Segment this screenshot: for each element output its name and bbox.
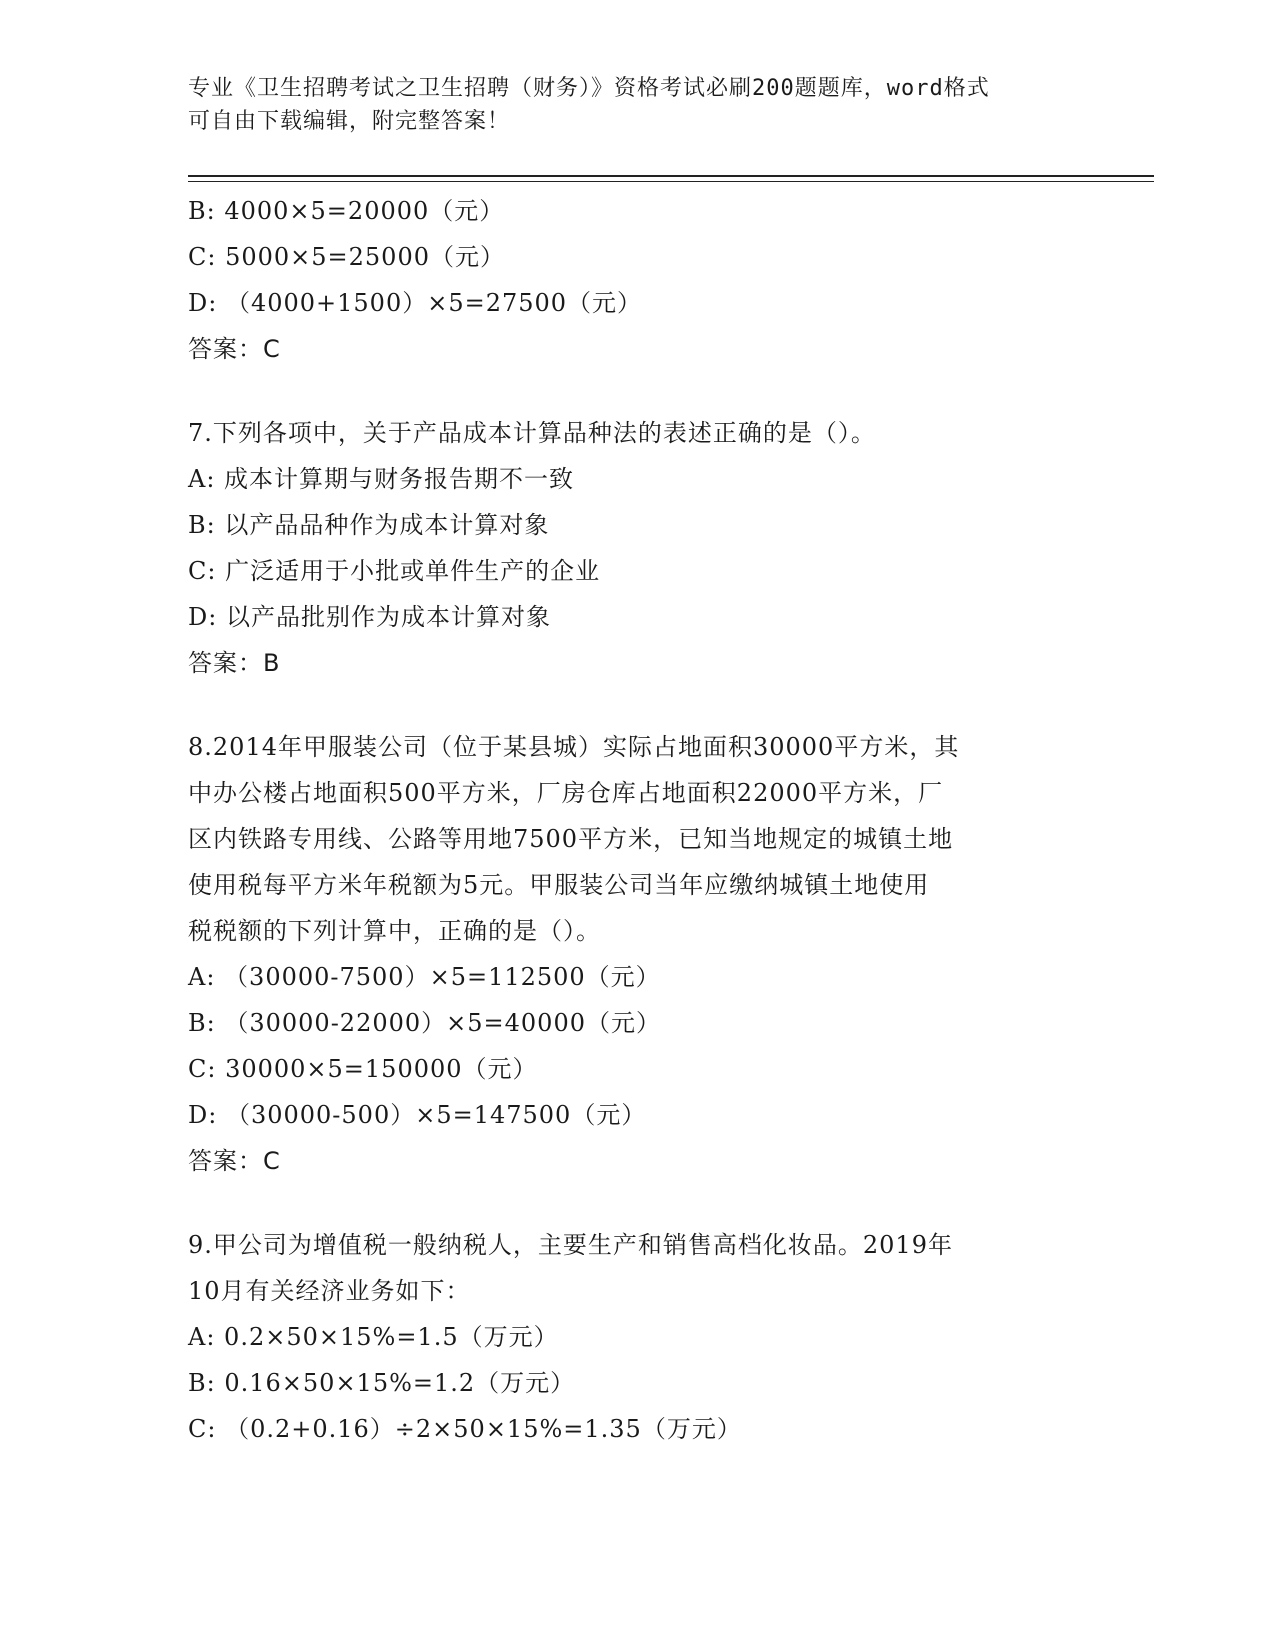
question-8 [188, 724, 1088, 1184]
option-a: A: 成本计算期与财务报告期不一致 [188, 465, 575, 493]
option-b: B: 以产品品种作为成本计算对象 [188, 511, 550, 539]
question-list [188, 188, 1088, 1452]
option-c: C: （0.2+0.16）÷2×50×15%=1.35（万元） [188, 1415, 742, 1443]
question-6 [188, 188, 1088, 372]
option-c: C: 5000×5=25000（元） [188, 243, 505, 271]
option-c: C: 30000×5=150000（元） [188, 1055, 538, 1083]
question-stem-line: 使用税每平方米年税额为5元。甲服装公司当年应缴纳城镇土地使用 [188, 871, 930, 899]
option-d: D: （4000+1500）×5=27500（元） [188, 289, 643, 317]
header-line-2: 可自由下载编辑，附完整答案！ [188, 109, 511, 134]
option-c: C: 广泛适用于小批或单件生产的企业 [188, 557, 601, 585]
option-d: D: 以产品批别作为成本计算对象 [188, 603, 551, 631]
question-9 [188, 1222, 1088, 1452]
question-stem-line: 9.甲公司为增值税一般纳税人，主要生产和销售高档化妆品。2019年 [188, 1231, 953, 1259]
question-stem-line: 8.2014年甲服装公司（位于某县城）实际占地面积30000平方米，其 [188, 733, 960, 761]
option-b: B: （30000-22000）×5=40000（元） [188, 1009, 661, 1037]
header-rule-thick [188, 175, 1154, 177]
option-a: A: 0.2×50×15%=1.5（万元） [188, 1323, 559, 1351]
option-a: A: （30000-7500）×5=112500（元） [188, 963, 661, 991]
option-b: B: 0.16×50×15%=1.2（万元） [188, 1369, 576, 1397]
answer: 答案：C [188, 1147, 281, 1175]
document-header [188, 72, 1068, 138]
question-7 [188, 410, 1088, 686]
question-stem-line: 中办公楼占地面积500平方米，厂房仓库占地面积22000平方米，厂 [188, 779, 944, 807]
answer: 答案：C [188, 335, 281, 363]
option-d: D: （30000-500）×5=147500（元） [188, 1101, 647, 1129]
option-b: B: 4000×5=20000（元） [188, 197, 505, 225]
header-rule-thin [188, 181, 1154, 182]
question-stem-line: 10月有关经济业务如下： [188, 1277, 471, 1305]
question-stem: 7.下列各项中，关于产品成本计算品种法的表述正确的是（）。 [188, 419, 876, 447]
header-line-1: 专业《卫生招聘考试之卫生招聘（财务）》资格考试必刷200题题库，word格式 [188, 76, 990, 101]
answer: 答案：B [188, 649, 281, 677]
question-stem-line: 税税额的下列计算中，正确的是（）。 [188, 917, 601, 945]
question-stem-line: 区内铁路专用线、公路等用地7500平方米，已知当地规定的城镇土地 [188, 825, 954, 853]
